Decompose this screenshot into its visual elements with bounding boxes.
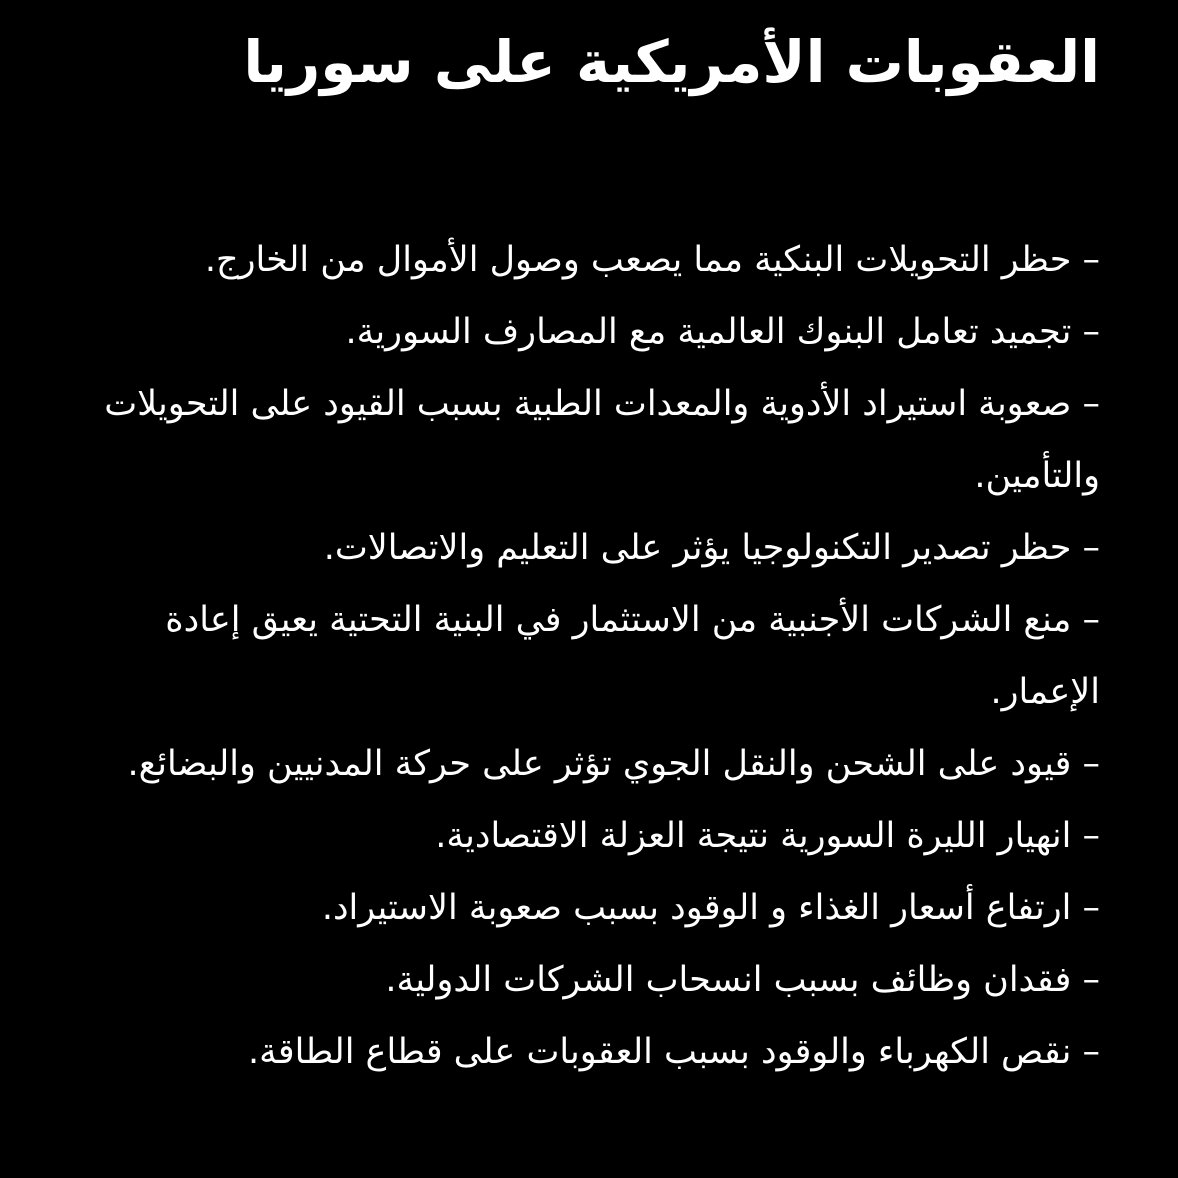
- list-item: – منع الشركات الأجنبية من الاستثمار في البنية التحتية يعيق إعادة الإعمار.: [165, 600, 1100, 712]
- list-item: – انهيار الليرة السورية نتيجة العزلة الاقتصادية.: [435, 816, 1100, 856]
- list-item: – قيود على الشحن والنقل الجوي تؤثر على حركة المدنيين والبضائع.: [127, 744, 1100, 784]
- sanctions-list: [78, 224, 1100, 1088]
- list-item: – حظر التحويلات البنكية مما يصعب وصول الأموال من الخارج.: [204, 240, 1100, 280]
- list-item: – حظر تصدير التكنولوجيا يؤثر على التعليم والاتصالات.: [323, 528, 1100, 568]
- list-item: – فقدان وظائف بسبب انسحاب الشركات الدولية.: [385, 960, 1100, 1000]
- list-item: – تجميد تعامل البنوك العالمية مع المصارف السورية.: [345, 312, 1100, 352]
- list-item: – ارتفاع أسعار الغذاء و الوقود بسبب صعوبة الاستيراد.: [321, 888, 1100, 928]
- list-item: – نقص الكهرباء والوقود بسبب العقوبات على قطاع الطاقة.: [248, 1032, 1100, 1072]
- list-item: – صعوبة استيراد الأدوية والمعدات الطبية بسبب القيود على التحويلات والتأمين.: [104, 384, 1100, 496]
- page-title: العقوبات الأمريكية على سوريا: [243, 28, 1100, 96]
